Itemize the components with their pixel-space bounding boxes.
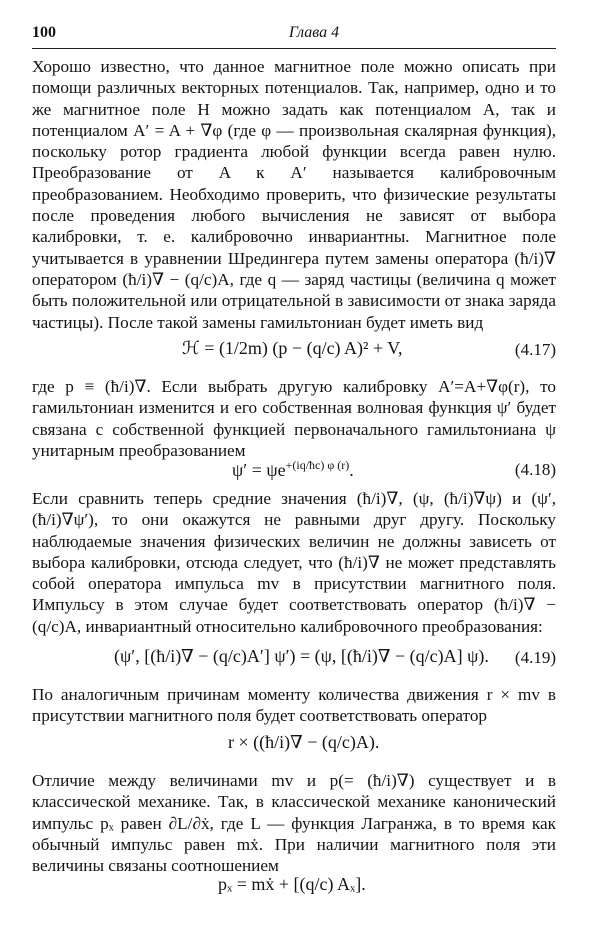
equation-4-18-exponent: +(iq/ħc) φ (r) (285, 458, 350, 472)
equation-4-17-formula: ℋ = (1/2m) (p − (q/c) A)² + V, (182, 338, 403, 358)
running-header (32, 22, 556, 49)
page-number: 100 (32, 24, 56, 41)
chapter-title: Глава 4 (288, 24, 340, 41)
equation-4-17-number: (4.17) (514, 340, 556, 359)
paragraph-gauge-transform: где p ≡ (ħ/i)∇. Если выбрать другую калибровку A′=A+∇φ(r), то гамильтониан изменится и его собственная волновая функция ψ′ будет связана с собственной функцией первоначального гамильтониана ψ унитарным преобразованием (32, 377, 556, 460)
paragraph-angular-momentum: По аналогичным причинам моменту количества движения r × mv в присутствии магнитного поля будет соответствовать оператор (32, 685, 556, 726)
equation-canonical-momentum-formula: pₓ = mẋ + [(q/c) Aₓ]. (218, 874, 366, 894)
equation-4-18-number: (4.18) (514, 460, 556, 479)
paragraph-gauge-intro: Хорошо известно, что данное магнитное поле можно описать при помощи различных векторных потенциалов. Так, например, одно и то же магнитное поле H можно задать как потенциалом A, так и потенциалом A′ = A + ∇φ (где φ — произвольная скалярная функция), поскольку ротор градиента любой функции всегда равен нулю. Преобразование от A к A′ называется калибровочным преобразованием. Необходимо проверить, что физические результаты после проведения любого вычисления не зависят от выбора калибровки, т. е. калибровочно инвариантны. Магнитное поле учитывается в уравнении Шредингера путем замены оператора (ħ/i)∇ оператором (ħ/i)∇ − (q/c)A, где q — заряд частицы (величина q может быть положительной или отрицательной в зависимости от знака заряда частицы). После такой замены гамильтониан будет иметь вид (32, 57, 556, 332)
equation-4-19-formula: (ψ′, [(ħ/i)∇ − (q/c)A′] ψ′) = (ψ, [(ħ/i)∇ − (q/c)A] ψ). (114, 646, 489, 666)
equation-4-17 (32, 336, 556, 370)
equation-4-18-tail: . (349, 460, 354, 480)
equation-angular-momentum-formula: r × ((ħ/i)∇ − (q/c)A). (228, 732, 380, 752)
equation-angular-momentum (32, 730, 556, 764)
equation-canonical-momentum (32, 872, 556, 906)
equation-4-19-number: (4.19) (514, 648, 556, 667)
paragraph-classical-momentum: Отличие между величинами mv и p(= (ħ/i)∇) существует и в классической механике. Так, в классической механике канонический импульс pₓ равен ∂L/∂ẋ, где L — функция Лагранжа, в то время как обычный импульс равен mẋ. При наличии магнитного поля эти величины связаны соотношением (32, 771, 556, 876)
equation-4-19 (32, 644, 556, 678)
equation-4-18-formula (232, 458, 354, 481)
paragraph-momentum-operator: Если сравнить теперь средние значения (ħ/i)∇, (ψ, (ħ/i)∇ψ) и (ψ′, (ħ/i)∇ψ′), то они окажутся не равными друг другу. Поскольку наблюдаемые значения физических величин не должны зависеть от выбора калибровки, отсюда следует, что (ħ/i)∇ не может представлять собой оператора импульса mv в присутствии магнитного поля. Импульсу в этом случае будет соответствовать оператор (ħ/i)∇ − (q/c)A, инвариантный относительно калибровочного преобразования: (32, 489, 556, 636)
equation-4-18 (32, 456, 556, 490)
equation-4-18-base: ψ′ = ψe (232, 460, 286, 480)
